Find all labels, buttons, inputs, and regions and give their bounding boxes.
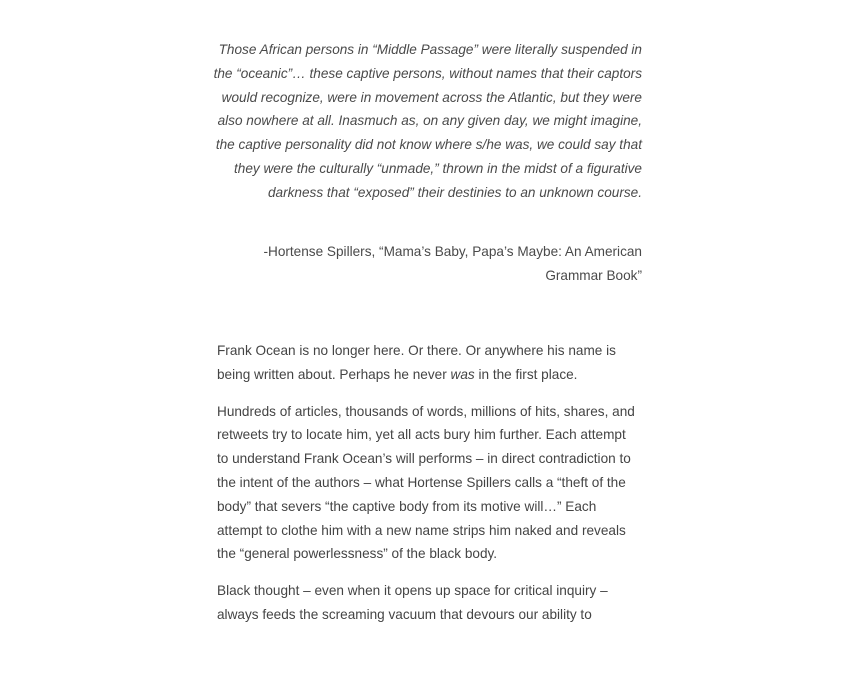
body-paragraph-3: Black thought – even when it opens up space for critical inquiry – always feeds the screaming vacuum that devours our ability to [217, 583, 608, 622]
epigraph-quote: Those African persons in “Middle Passage” were literally suspended in the “oceanic”… these captive persons, without names that their captors would recognize, were in movement across the Atlantic, but they were also nowhere at all. Inasmuch as, on any given day, we might imagine, the captive personality did not know where s/he was, we could say that they were the culturally “unmade,” thrown in the midst of a figurative darkness that “exposed” their destinies to an unknown course. [213, 42, 642, 200]
body-paragraph-1-emphasis: was [450, 366, 475, 382]
body-paragraph-2: Hundreds of articles, thousands of words, millions of hits, shares, and retweets try to locate him, yet all acts bury him further. Each attempt to understand Frank Ocean’s will performs – in direct contradiction to the intent of the authors – what Hortense Spillers calls a “theft of the body” that severs “the captive body from its motive will…” Each attempt to clothe him with a new name strips him naked and reveals the “general powerlessness” of the black body. [217, 403, 635, 562]
body-paragraph-1-start: Frank Ocean is no longer here. Or there. Or anywhere his name is being written about. Perhaps he never [217, 343, 616, 382]
article-body [217, 339, 637, 640]
body-paragraph-1 [217, 339, 637, 387]
epigraph-attribution: -Hortense Spillers, “Mama’s Baby, Papa’s Maybe: An American Grammar Book” [263, 244, 642, 283]
body-paragraph-1-end: in the first place. [474, 366, 578, 382]
